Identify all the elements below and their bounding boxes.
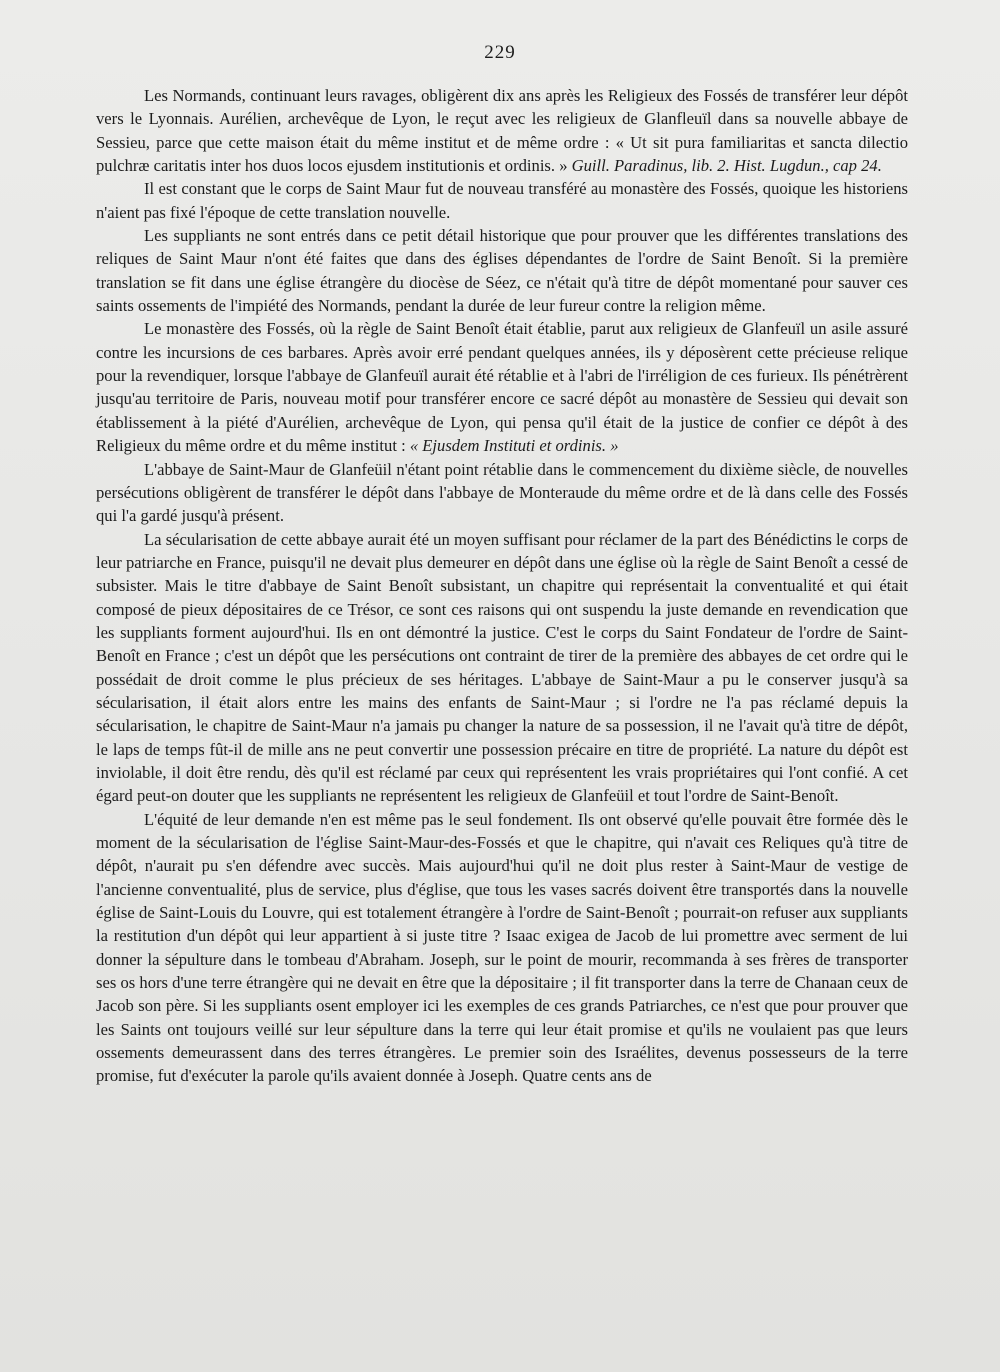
paragraph-4 xyxy=(96,317,908,457)
paragraph-7 xyxy=(96,808,908,1088)
paragraph-text: Les Normands, continuant leurs ravages, obligèrent dix ans après les Religieux des Fossés de transférer leur dépôt vers le Lyonnais. Aurélien, archevêque de Lyon, le reçut avec les religieux de Glanfleuïl dans sa nouvelle abbaye de Sessieu, parce que cette maison était du même institut et de même ordre : « Ut sit pura familiaritas et sancta dilectio pulchræ caritatis inter hos duos locos ejusdem institutionis et ordinis. » xyxy=(96,86,908,176)
paragraph-5 xyxy=(96,458,908,528)
paragraph-text: La sécularisation de cette abbaye aurait été un moyen suffisant pour réclamer de la part des Bénédictins le corps de leur patriarche en France, puisqu'il ne devait plus demeurer en dépôt dans une église où la règle de Saint Benoît a cessé de subsister. Mais le titre d'abbaye de Saint Benoît subsistant, un chapitre qui représentait la conventualité et qui était composé de pieux dépositaires de ce Trésor, ce sont ces raisons qui ont suspendu la juste demande en revendication que les suppliants forment aujourd'hui. Ils en ont démontré la justice. C'est le corps du Saint Fondateur de l'ordre de Saint-Benoît en France ; c'est un dépôt que les persécutions ont contraint de tirer de la première des abbayes de cet ordre qui le possédait de droit comme le plus précieux de ses héritages. L'abbaye de Saint-Maur a pu le conserver jusqu'à sa sécularisation, il était alors entre les mains des enfants de Saint-Maur ; si l'ordre ne l'a pas réclamé depuis la sécularisation, le chapitre de Saint-Maur n'a jamais pu changer la nature de sa possession, il ne l'avait qu'à titre de dépôt, le laps de temps fût-il de mille ans ne peut convertir une possession précaire en titre de propriété. La nature du dépôt est inviolable, il doit être rendu, dès qu'il est réclamé par ceux qui représentent les vrais propriétaires qui l'ont confié. A cet égard peut-on douter que les suppliants ne représentent les religieux de Glanfeüil et tout l'ordre de Saint-Benoît. xyxy=(96,529,908,806)
citation: Guill. Paradinus, lib. 2. Hist. Lugdun., cap 24. xyxy=(571,156,882,176)
paragraph-text: Les suppliants ne sont entrés dans ce petit détail historique que pour prouver que les différentes translations des reliques de Saint Maur n'ont été faites que dans des églises dépendantes de l'ordre de Saint Benoît. Si la première translation se fit dans une église étrangère du diocèse de Séez, ce n'était qu'à titre de dépôt momentané pour sauver ces saints ossements de l'impiété des Normands, pendant la durée de leur fureur contre la religion même. xyxy=(96,226,908,316)
paragraph-2 xyxy=(96,177,908,224)
body-text xyxy=(96,84,908,1088)
paragraph-text: L'équité de leur demande n'en est même pas le seul fondement. Ils ont observé qu'elle pouvait être formée dès le moment de la sécularisation de l'église Saint-Maur-des-Fossés et que le chapitre, qui n'avait ces Reliques qu'à titre de dépôt, n'aurait pu s'en défendre avec succès. Mais aujourd'hui qu'il ne doit plus rester à Saint-Maur de vestige de l'ancienne conventualité, plus de service, plus d'église, que tous les vases sacrés doivent être transportés dans la nouvelle église de Saint-Louis du Louvre, qui est totalement étrangère à l'ordre de Saint-Benoît ; pourrait-on refuser aux suppliants la restitution d'un dépôt qui leur appartient à si juste titre ? Isaac exigea de Jacob de lui promettre avec serment de lui donner la sépulture dans le tombeau d'Abraham. Joseph, sur le point de mourir, recommanda à ses frères de transporter ses os hors d'une terre étrangère qui ne devait en être que la dépositaire ; il fit transporter dans la terre de Chanaan ceux de Jacob son père. Si les suppliants osent employer ici les exemples de ces grands Patriarches, ce n'est que pour prouver que les Saints ont toujours veillé sur leur sépulture dans la terre qui leur était promise et qu'ils ne voulaient pas que leurs ossements demeurassent dans des terres étrangères. Le premier soin des Israélites, devenus possesseurs de la terre promise, fut d'exécuter la parole qu'ils avaient donnée à Joseph. Quatre cents ans de xyxy=(96,809,908,1086)
page-number: 229 xyxy=(484,42,516,63)
paragraph-3 xyxy=(96,224,908,317)
latin-quote: « Ejusdem Instituti et ordinis. » xyxy=(409,436,619,456)
paragraph-text: Il est constant que le corps de Saint Maur fut de nouveau transféré au monastère des Fossés, quoique les historiens n'aient pas fixé l'époque de cette translation nouvelle. xyxy=(96,179,908,222)
paragraph-6 xyxy=(96,528,908,808)
paragraph-1 xyxy=(96,84,908,177)
paragraph-text: Le monastère des Fossés, où la règle de Saint Benoît était établie, parut aux religieux de Glanfeuïl un asile assuré contre les incursions de ces barbares. Après avoir erré pendant quelques années, ils y déposèrent cette précieuse relique pour la revendiquer, lorsque l'abbaye de Glanfeuïl aurait été rétablie et à l'abri de l'irréligion de ces furieux. Ils pénétrèrent jusqu'au territoire de Paris, nouveau motif pour transférer encore ce sacré dépôt au monastère de Sessieu qui devait son établissement à la piété d'Aurélien, archevêque de Lyon, qui pensa qu'il était de la justice de confier ce dépôt à des Religieux du même ordre et du même institut : xyxy=(96,319,908,456)
paragraph-text: L'abbaye de Saint-Maur de Glanfeüil n'étant point rétablie dans le commencement du dixième siècle, de nouvelles persécutions obligèrent de transférer le dépôt dans l'abbaye de Monteraude du même ordre et de là dans celle des Fossés qui l'a gardé jusqu'à présent. xyxy=(96,459,908,526)
